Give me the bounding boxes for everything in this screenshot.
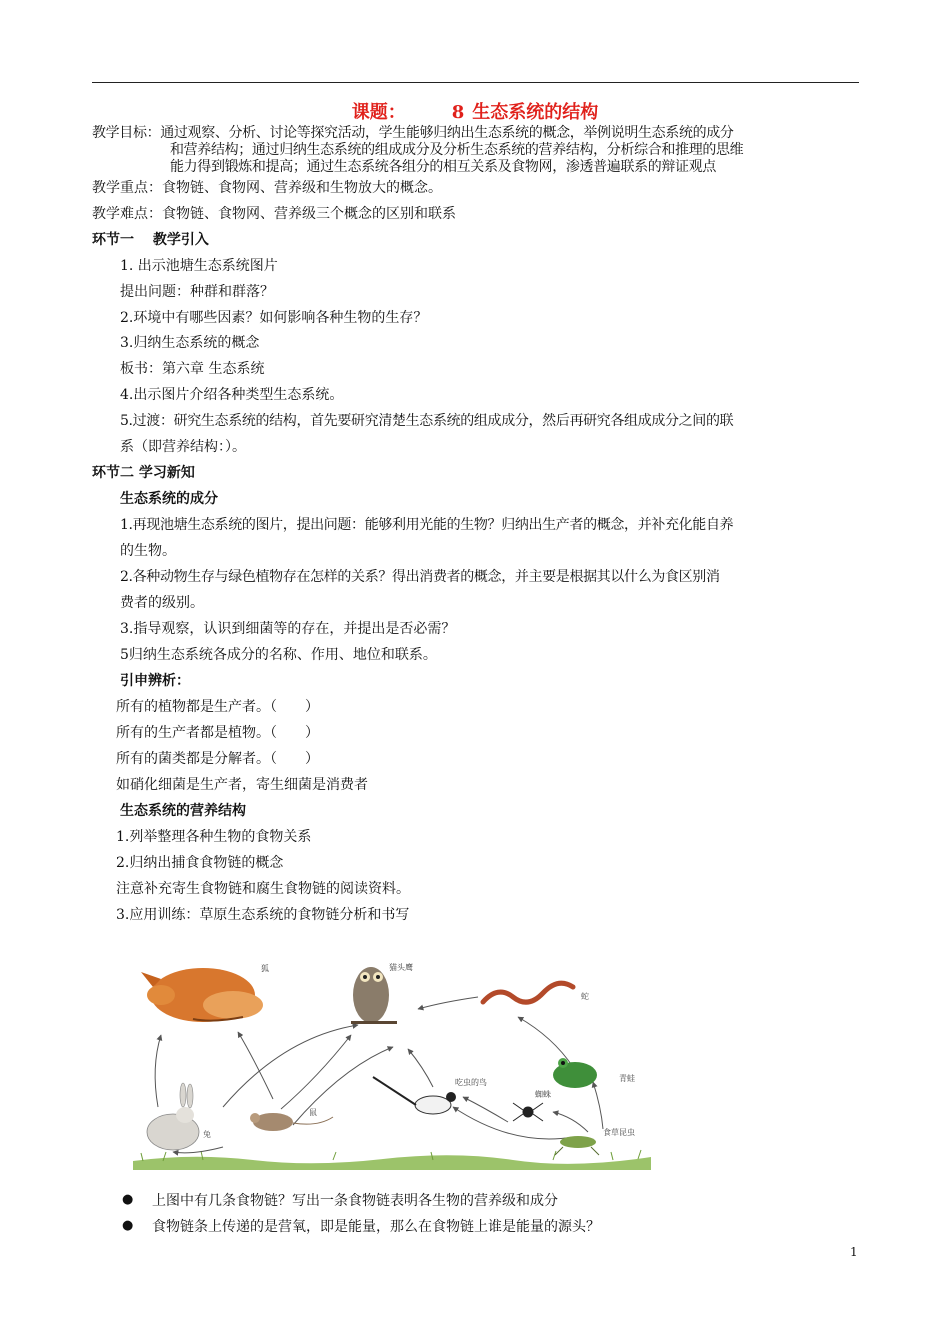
judge-2: 所有的生产者都是植物。（ ）	[116, 725, 319, 741]
label-rabbit: 兔	[203, 1130, 211, 1139]
analysis-heading: 引申辨析：	[120, 673, 190, 689]
title-prefix: 课题：	[351, 102, 406, 123]
s1-item-3: 3.归纳生态系统的概念	[120, 335, 260, 351]
objective-line-1: 教学目标：通过观察、分析、讨论等探究活动，学生能够归纳出生态系统的概念，举例说明生态系统的成分	[92, 125, 734, 141]
section1-heading: 环节一 教学引入	[92, 232, 209, 248]
s1-item-5-line-1: 5.过渡：研究生态系统的结构，首先要研究清楚生态系统的组成成分，然后再研究各组成成分之间的联	[120, 413, 734, 429]
bullet-text-2: 食物链条上传递的是营氧，即是能量，那么在食物链上谁是能量的源头？	[152, 1219, 600, 1235]
bullet-text-1: 上图中有几条食物链？写出一条食物链表明各生物的营养级和成分	[152, 1193, 558, 1209]
s1-item-1b: 提出问题：种群和群落？	[120, 284, 274, 300]
s2-item-1-line-1: 1.再现池塘生态系统的图片，提出问题：能够利用光能的生物？归纳出生产者的概念，并补充化能自养	[120, 517, 734, 533]
s1-item-2: 2.环境中有哪些因素？如何影响各种生物的生存？	[120, 310, 428, 326]
label-mouse: 鼠	[309, 1108, 317, 1117]
label-owl: 猫头鹰	[389, 963, 413, 972]
s2-item-2-line-2: 费者的级别。	[120, 595, 204, 611]
key-points: 教学重点：食物链、食物网、营养级和生物放大的概念。	[92, 180, 442, 196]
objective-line-3: 能力得到锻炼和提高；通过生态系统各组分的相互关系及食物网，渗透普遍联系的辩证观点	[170, 159, 716, 175]
section2-heading: 环节二 学习新知	[92, 465, 195, 481]
t-item-1: 1.列举整理各种生物的食物关系	[116, 829, 312, 845]
sub2-heading: 生态系统的营养结构	[120, 803, 246, 819]
label-fox: 狐	[261, 964, 269, 973]
page-title	[0, 98, 950, 124]
s1-item-5-line-2: 系（即营养结构：）。	[120, 439, 246, 455]
label-frog: 青蛙	[619, 1074, 635, 1083]
label-insect: 食草昆虫	[603, 1128, 635, 1137]
label-bird: 吃虫的鸟	[455, 1078, 487, 1087]
s1-item-1: 1. 出示池塘生态系统图片	[120, 258, 278, 274]
food-web-figure	[133, 957, 651, 1170]
judge-1: 所有的植物都是生产者。（ ）	[116, 699, 319, 715]
s2-item-3: 3.指导观察，认识到细菌等的存在，并提出是否必需？	[120, 621, 456, 637]
t-item-2: 2.归纳出捕食食物链的概念	[116, 855, 284, 871]
title-text: 生态系统的结构	[472, 102, 599, 123]
s1-board: 板书：第六章 生态系统	[120, 361, 265, 377]
s1-item-4: 4.出示图片介绍各种类型生态系统。	[120, 387, 344, 403]
label-spider: 蜘蛛	[535, 1090, 551, 1099]
bullet-dot-2: ●	[122, 1218, 134, 1233]
header-rule	[92, 82, 859, 83]
example-line: 如硝化细菌是生产者，寄生细菌是消费者	[116, 777, 368, 793]
s2-item-1-line-2: 的生物。	[120, 543, 176, 559]
s2-item-2-line-1: 2.各种动物生存与绿色植物存在怎样的关系？得出消费者的概念，并主要是根据其以什么为食区别消	[120, 569, 720, 585]
label-snake: 蛇	[581, 992, 589, 1001]
difficulties: 教学难点：食物链、食物网、营养级三个概念的区别和联系	[92, 206, 456, 222]
title-number: 8	[451, 102, 465, 123]
objective-line-2: 和营养结构；通过归纳生态系统的组成成分及分析生态系统的营养结构，分析综合和推理的思维	[170, 142, 744, 158]
bullet-dot-1: ●	[122, 1192, 134, 1207]
sub1-heading: 生态系统的成分	[120, 491, 218, 507]
t-item-3: 3.应用训练：草原生态系统的食物链分析和书写	[116, 907, 410, 923]
judge-3: 所有的菌类都是分解者。（ ）	[116, 751, 319, 767]
t-note: 注意补充寄生食物链和腐生食物链的阅读资料。	[116, 881, 410, 897]
page-number: 1	[850, 1245, 858, 1259]
s2-item-5: 5归纳生态系统各成分的名称、作用、地位和联系。	[120, 647, 437, 663]
